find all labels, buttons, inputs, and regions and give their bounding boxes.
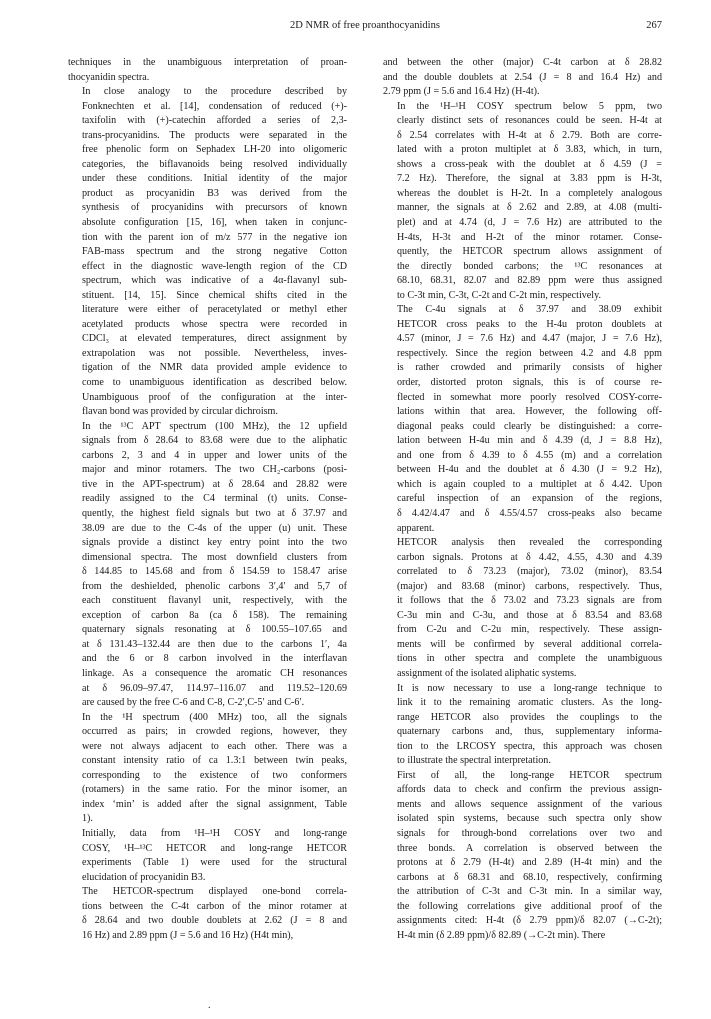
text-line: In the ¹H spectrum (400 MHz) too, all the signals [82,711,347,723]
text-line: 4.57 (minor, J = 7.6 Hz) and 4.47 (major, J = 7.6 Hz), [397,333,662,345]
text-line: constant intensity ratio of ca 1.3:1 between twin peaks, [82,755,347,767]
text-line: linkage. As a consequence the aromatic CH resonances [82,667,347,679]
text-line: trans-procyanidins. The products were separated in the [82,129,347,141]
text-line: (rotamers) in the same ratio. For the minor isomer, an [82,784,347,796]
text-line: 2.79 ppm (J = 5.6 and 16.4 Hz) (H-4t). [383,86,540,98]
text-line: δ 144.85 to 145.68 and from δ 154.59 to 158.47 arise [82,566,347,578]
text-line: three bonds. A correlation is observed between the [397,842,662,854]
text-line: occurred as pairs; in crowded regions, however, they [82,726,347,738]
text-line: signals from δ 28.64 to 83.68 were due to the aliphatic [82,435,347,447]
paragraph [68,711,347,827]
text-line: index ‘min’ is added after the signal assignment, Table [82,798,347,810]
paragraph [383,536,662,681]
text-line: tive in the APT-spectrum) at δ 28.64 and 28.82 were [82,478,347,490]
text-line: is rather crowded and primarily consists of higher [397,362,662,374]
text-line: link it to the remaining aromatic clusters. As the long- [397,697,662,709]
text-line: extrapolation was not possible. Nevertheless, inves- [82,347,347,359]
text-line: and the 6 or 8 carbon involved in the interflavan [82,653,347,665]
text-line: techniques in the unambiguous interpretation of proan- [68,57,347,68]
text-line: which is again coupled to a multiplet at δ 4.42. Upon [397,478,662,490]
text-line: lated with a proton multiplet at δ 3.83, which, in turn, [397,144,662,156]
paragraph [68,56,347,85]
paragraph [68,420,347,711]
paragraph [383,682,662,769]
text-line: 7.2 Hz). Therefore, the signal at 3.83 ppm is H-3t, [397,173,662,185]
left-text-column [68,56,347,943]
text-line: C-3u min and C-3u, and those at δ 83.54 and 83.68 [397,609,662,621]
text-line: (major) and 83.68 (minor) carbons, respectively. Thus, [397,580,662,592]
running-title: 2D NMR of free proanthocyanidins [290,20,440,31]
paragraph [68,85,347,420]
text-line: tion with the parent ion of m/z 577 in the negative ion [82,231,347,243]
text-line: H-4ts, H-3t and H-2t of the minor rotamer. Conse- [397,231,662,243]
text-line: signals provide a distinct key entry point into the two [82,537,347,549]
text-line: exception of carbon 8a (ca δ 158). The remaining [82,609,347,621]
page-number: 267 [646,20,662,31]
text-line: each constituent flavanyl unit, respectively, with the [82,595,347,607]
text-line: diagonal peaks could clearly be distinguished: a corre- [397,420,662,432]
text-line: elucidation of procyanidin B3. [82,871,206,883]
text-line: carbon signals. Protons at δ 4.42, 4.55, 4.30 and 4.39 [397,551,662,563]
text-line: absolute configuration [15, 16], when taken in conjunc- [82,217,347,229]
text-line: assignment of the isolated aliphatic systems. [397,667,577,679]
right-text-column [383,56,662,943]
text-line: quaternary signals resonating at δ 100.55–107.65 and [82,624,347,636]
text-line: apparent. [397,522,435,534]
text-line: literature were either of peracetylated or methyl ether [82,304,347,316]
text-line: 1). [82,813,93,825]
text-line: In the ¹H–¹H COSY spectrum below 5 ppm, two [397,100,662,112]
text-line: tion to the LRCOSY spectra, this approach was chosen [397,740,662,752]
text-line: isolated spin systems, because such spectra only show [397,813,662,825]
text-line: δ 4.42/4.47 and δ 4.55/4.57 cross-peaks also became [397,507,662,519]
text-line: lations within that area. However, the following off- [397,406,662,418]
text-line: were not always adjacent to each other. There was a [82,740,347,752]
text-line: COSY, ¹H–¹³C HETCOR and long-range HETCOR [82,842,347,854]
text-line: quently, the HETCOR spectrum allows assignment of [397,246,662,258]
text-line: categories, the biflavanoids being resolved individually [82,158,347,170]
text-line: readily assigned to the C4 terminal (t) units. Conse- [82,493,347,505]
text-line: ments will be confirmed by several additional correla- [397,638,662,650]
text-line: synthesis of procyanidins with precursors of known [82,202,347,214]
text-line: product as procyanidin B3 was derived from the [82,187,347,199]
text-line: major and minor rotamers. The two CH₂-carbons (posi- [82,464,347,476]
paragraph [68,827,347,885]
text-line: lation between H-4u min and δ 4.39 (d, J = 8.8 Hz), [397,435,662,447]
text-line: corresponding to the existence of two conformers [82,769,347,781]
text-line: at δ 131.43–132.44 are then due to the carbons 1′, 4a [82,638,347,650]
text-line: under these conditions. Initial identity of the major [82,173,347,185]
text-line: spectrum, which was indicative of a 4α-flavanyl sub- [82,275,347,287]
text-line: at δ 96.09–97.47, 114.97–116.07 and 119.52–120.69 [82,682,347,694]
text-line: stituent. [14, 15]. Since chemical shifts cited in the [82,289,347,301]
text-line: to C-3t min, C-3t, C-2t and C-2t min, respectively. [397,289,601,301]
text-line: tigation of the NMR data provided ample evidence to [82,362,347,374]
text-line: carbons at δ 68.31 and 68.10, respectively, confirming [397,871,662,883]
text-line: clearly distinct sets of resonances could be seen. H-4t at [397,115,662,127]
text-line: from C-2u and C-2u min, respectively. These assign- [397,624,662,636]
text-line: between H-4u and the doublet at δ 4.30 (J = 9.2 Hz), [397,464,662,476]
text-line: HETCOR analysis then revealed the corresponding [397,537,662,549]
text-line: It is now necessary to use a long-range technique to [397,682,662,694]
text-line: protons at δ 2.79 (H-4t) and 2.89 (H-4t min) and the [397,857,662,869]
text-line: effect in the diagnostic wave-length region of the CD [82,260,347,272]
footer-mark: . [208,1000,211,1011]
text-line: taxifolin with (+)-catechin afforded a series of 2,3- [82,115,347,127]
text-line: correlated to δ 73.23 (major), 73.02 (minor), 83.54 [397,566,662,578]
text-line: shows a cross-peak with the doublet at δ 4.59 (J = [397,158,662,170]
text-line: CDCl₃ at elevated temperatures, direct assignment by [82,333,347,345]
running-header [68,20,662,36]
text-line: δ 2.54 correlates with H-4t at δ 2.79. Both are corre- [397,129,662,141]
text-line: Fonknechten et al. [14], condensation of reduced (+)- [82,100,347,112]
text-line: In close analogy to the procedure described by [82,86,347,98]
text-line: ments and allows sequence assignment of the various [397,798,662,810]
text-line: the directly bonded carbons; the ¹³C resonances at [397,260,662,272]
text-line: Unambiguous proof of the configuration at the inter- [82,391,347,403]
text-line: thocyanidin spectra. [68,71,150,83]
text-line: quaternary carbons and, thus, supplementary informa- [397,726,662,738]
text-line: from the deshielded, phenolic carbons 3′,4′ and 5,7 of [82,580,347,592]
text-line: the attribution of C-3t and C-3t min. In a similar way, [397,886,662,898]
text-line: tions between the C-4t carbon of the minor rotamer at [82,900,347,912]
paragraph [383,303,662,536]
text-line: and between the other (major) C-4t carbon at δ 28.82 [383,57,662,68]
paragraph [383,56,662,100]
text-line: manner, the signals at δ 2.62 and 2.89, at 4.08 (multi- [397,202,662,214]
text-line: First of all, the long-range HETCOR spectrum [397,769,662,781]
text-line: dimensional spectra. The most downfield clusters from [82,551,347,563]
text-line: range HETCOR also provides the couplings to the [397,711,662,723]
text-line: careful inspection of an expansion of the regions, [397,493,662,505]
text-line: δ 28.64 and two double doublets at 2.62 (J = 8 and [82,915,347,927]
text-line: H-4t min (δ 2.89 ppm)/δ 82.89 (→C-2t min). There [397,929,606,941]
text-line: affords data to check and confirm the previous assign- [397,784,662,796]
text-line: the following correlations give additional proof of the [397,900,662,912]
text-line: flavan bond was provided by circular dichroism. [82,406,278,418]
text-line: The HETCOR-spectrum displayed one-bond correla- [82,886,347,898]
text-line: come to unambiguous identification as described below. [82,377,347,389]
text-line: whereas the doublet is H-2t. In a completely analogous [397,187,662,199]
text-line: are caused by the free C-6 and C-8, C-2′,C-5′ and C-6′. [82,697,305,709]
text-line: it follows that the δ 73.02 and 73.23 signals are from [397,595,662,607]
text-line: respectively. Since the region between 4.2 and 4.8 ppm [397,347,662,359]
text-line: carbons 2, 3 and 4 in upper and lower units of the [82,449,347,461]
text-line: tions in other spectra and complete the unambiguous [397,653,662,665]
text-line: HETCOR cross peaks to the H-4u proton doublets at [397,318,662,330]
text-line: In the ¹³C APT spectrum (100 MHz), the 12 upfield [82,420,347,432]
text-line: quently, the highest field signals but two at δ 37.97 and [82,507,347,519]
text-line: FAB-mass spectrum and the strong negative Cotton [82,246,347,258]
text-line: order, distorted proton signals, this is of course re- [397,377,662,389]
text-line: Initially, data from ¹H–¹H COSY and long-range [82,827,347,839]
text-line: to illustrate the spectral interpretation. [397,755,551,767]
text-line: 38.09 are due to the C-4s of the upper (u) unit. These [82,522,347,534]
text-line: 68.10, 68.31, 82.07 and 82.89 ppm were thus assigned [397,275,662,287]
text-line: signals for through-bond correlations over two and [397,827,662,839]
paragraph [68,885,347,943]
text-line: acetylated products whose spectra were recorded in [82,318,347,330]
text-line: free phenolic form on Sephadex LH-20 into oligomeric [82,144,347,156]
text-line: and one from δ 4.39 to δ 4.55 (m) and a correlation [397,449,662,461]
paragraph [383,100,662,304]
paragraph [383,769,662,944]
text-line: The C-4u signals at δ 37.97 and 38.09 exhibit [397,304,662,316]
text-line: and the double doublets at 2.54 (J = 8 and 16.4 Hz) and [383,71,662,83]
text-line: 16 Hz) and 2.89 ppm (J = 5.6 and 16 Hz) (H4t min), [82,929,294,941]
text-line: flected in somewhat more poorly resolved COSY-corre- [397,391,662,403]
text-line: assignments cited: H-4t (δ 2.79 ppm)/δ 82.07 (→C-2t); [397,915,662,927]
text-line: plet) and at 4.74 (d, J = 7.6 Hz) are attributed to the [397,217,662,229]
text-line: experiments (Table 1) were used for the structural [82,857,347,869]
